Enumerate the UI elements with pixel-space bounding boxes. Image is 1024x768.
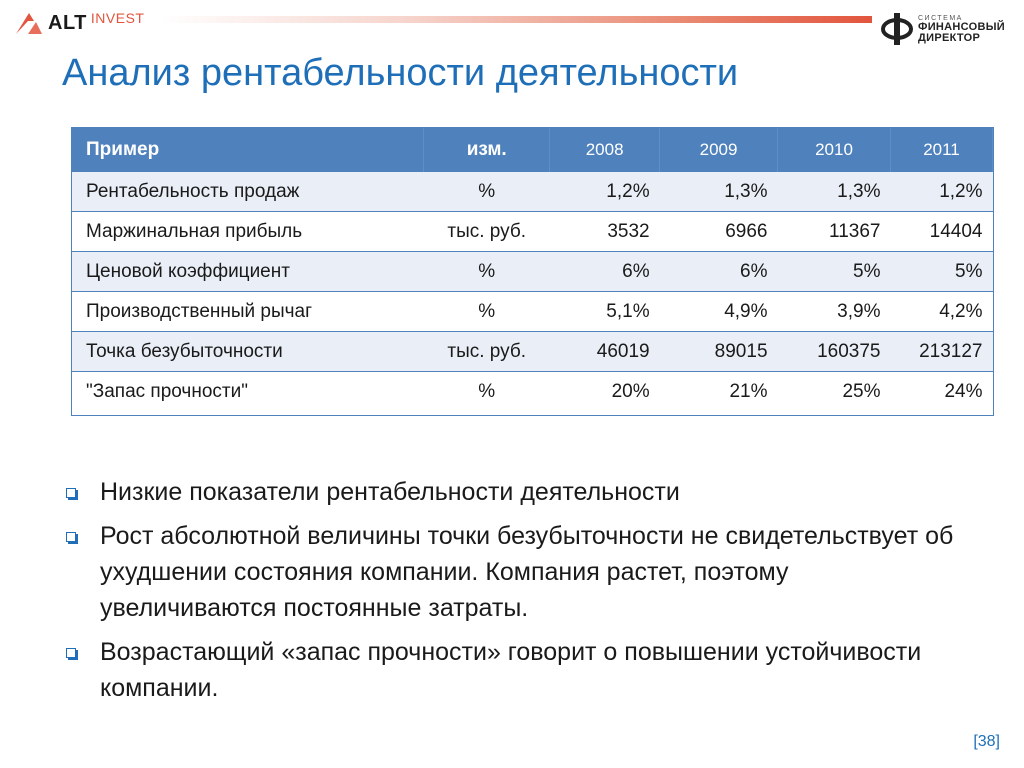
square-bullet-icon — [66, 488, 76, 498]
cell-2010: 25% — [778, 372, 891, 412]
list-item — [62, 518, 962, 626]
cell-2011: 5% — [890, 252, 992, 292]
cell-2011: 24% — [890, 372, 992, 412]
header-gradient-bar — [160, 16, 872, 23]
square-bullet-icon — [66, 532, 76, 542]
cell-2008: 1,2% — [550, 172, 660, 212]
bullet-text: Возрастающий «запас прочности» говорит о повышении устойчивости компании. — [100, 638, 922, 702]
row-label: Точка безубыточности — [72, 332, 424, 372]
cell-2009: 1,3% — [660, 172, 778, 212]
header-2011: 2011 — [890, 128, 992, 172]
bullet-text: Рост абсолютной величины точки безубыточности не свидетельствует об ухудшении состояния компании. Компания растет, поэтому увеличиваются постоянные затраты. — [100, 522, 954, 622]
cell-2011: 1,2% — [890, 172, 992, 212]
logo-right-line1: СИСТЕМА — [918, 14, 963, 22]
row-label: Производственный рычаг — [72, 292, 424, 332]
table-row — [72, 252, 993, 292]
row-unit: тыс. руб. — [424, 212, 550, 252]
cell-2009: 6% — [660, 252, 778, 292]
cell-2008: 5,1% — [550, 292, 660, 332]
table-row — [72, 172, 993, 212]
cell-2010: 160375 — [778, 332, 891, 372]
list-item — [62, 474, 962, 510]
cell-2009: 89015 — [660, 332, 778, 372]
page-number: [38] — [973, 733, 1000, 750]
cell-2009: 6966 — [660, 212, 778, 252]
phi-logo-icon — [880, 12, 914, 46]
row-unit: % — [424, 292, 550, 332]
cell-2011: 4,2% — [890, 292, 992, 332]
cell-2010: 11367 — [778, 212, 891, 252]
row-unit: тыс. руб. — [424, 332, 550, 372]
header-unit: изм. — [424, 128, 550, 172]
altinvest-logo — [14, 8, 144, 38]
row-unit: % — [424, 252, 550, 292]
header-2009: 2009 — [660, 128, 778, 172]
cell-2010: 5% — [778, 252, 891, 292]
logo-alt-text: ALT — [48, 11, 87, 34]
table-row — [72, 212, 993, 252]
finansovyi-direktor-logo — [880, 12, 1010, 46]
row-label: "Запас прочности" — [72, 372, 424, 412]
cell-2008: 3532 — [550, 212, 660, 252]
header-2008: 2008 — [550, 128, 660, 172]
altinvest-logo-icon — [14, 10, 44, 36]
square-bullet-icon — [66, 648, 76, 658]
profitability-table — [72, 128, 993, 412]
bullet-text: Низкие показатели рентабельности деятельности — [100, 478, 680, 506]
table-header-row — [72, 128, 993, 172]
list-item — [62, 634, 962, 706]
row-label: Маржинальная прибыль — [72, 212, 424, 252]
cell-2008: 20% — [550, 372, 660, 412]
cell-2011: 213127 — [890, 332, 992, 372]
cell-2008: 46019 — [550, 332, 660, 372]
cell-2008: 6% — [550, 252, 660, 292]
cell-2009: 21% — [660, 372, 778, 412]
header-example: Пример — [72, 128, 424, 172]
row-label: Ценовой коэффициент — [72, 252, 424, 292]
table-row — [72, 292, 993, 332]
logo-invest-text: INVEST — [90, 10, 145, 26]
cell-2010: 3,9% — [778, 292, 891, 332]
row-label: Рентабельность продаж — [72, 172, 424, 212]
header-2010: 2010 — [778, 128, 891, 172]
row-unit: % — [424, 172, 550, 212]
logo-right-line3: ДИРЕКТОР — [918, 31, 981, 44]
cell-2011: 14404 — [890, 212, 992, 252]
table-row — [72, 372, 993, 412]
cell-2009: 4,9% — [660, 292, 778, 332]
row-unit: % — [424, 372, 550, 412]
cell-2010: 1,3% — [778, 172, 891, 212]
slide-title: Анализ рентабельности деятельности — [62, 52, 739, 94]
table-row — [72, 332, 993, 372]
conclusion-list — [62, 474, 962, 714]
logo-right-line2: ФИНАНСОВЫЙ — [918, 20, 1005, 33]
